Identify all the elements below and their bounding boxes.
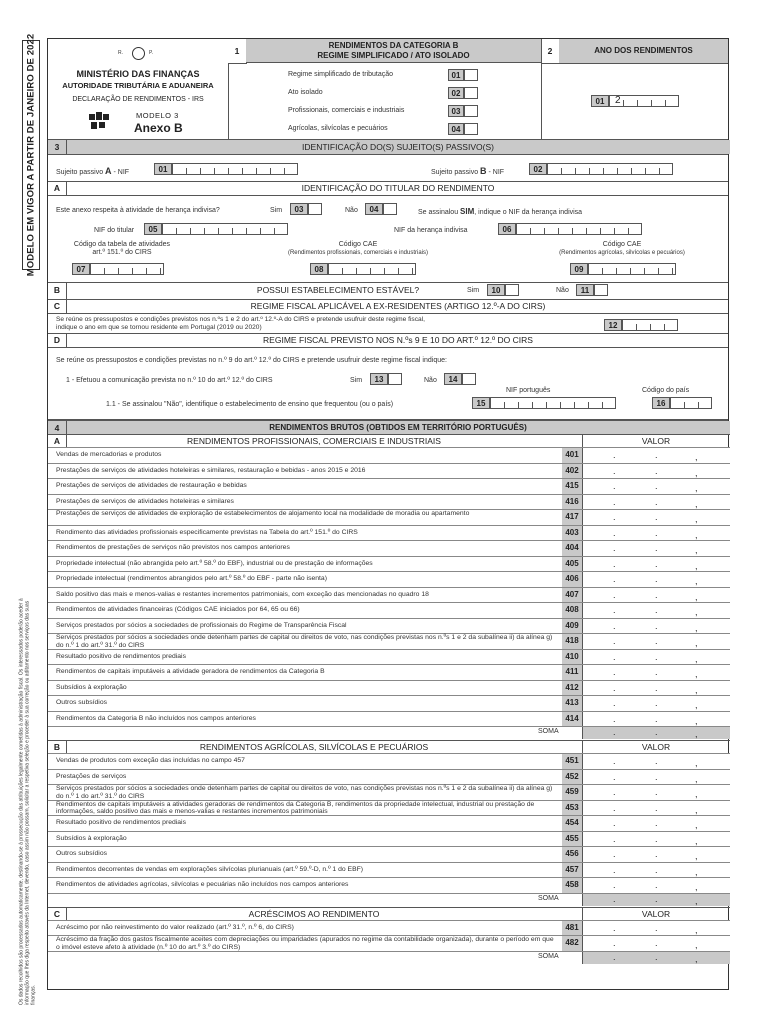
declaration-name: DECLARAÇÃO DE RENDIMENTOS - IRS bbox=[72, 96, 204, 103]
heranca-sim-code: 03 bbox=[290, 203, 308, 215]
table-row-code: 455 bbox=[562, 832, 582, 847]
section-d-letter: D bbox=[53, 335, 61, 345]
subsection-divider bbox=[48, 434, 730, 435]
cae1-code: 08 bbox=[310, 263, 328, 275]
table-row-code: 401 bbox=[562, 448, 582, 463]
annex-name: Anexo B bbox=[134, 121, 183, 135]
comm-nao-code: 14 bbox=[444, 373, 462, 385]
table-row-label: Resultado positivo de rendimentos prediais bbox=[56, 819, 186, 826]
table-row-value-input[interactable]: . . , bbox=[582, 878, 730, 893]
value-header: VALOR bbox=[641, 436, 671, 446]
estab-sim-checkbox[interactable] bbox=[505, 284, 519, 296]
value-header: VALOR bbox=[641, 908, 671, 919]
subject-b-label: Sujeito passivo B - NIF bbox=[431, 166, 505, 176]
table-row-code: 418 bbox=[562, 634, 582, 649]
subsection-title: RENDIMENTOS AGRÍCOLAS, SILVÍCOLAS E PECUÁRIOS bbox=[199, 742, 429, 752]
table-row-label: Rendimentos de atividades financeiras (Códigos CAE iniciados por 64, 65 ou 66) bbox=[56, 606, 300, 613]
table-row-label: Rendimentos decorrentes de vendas em explorações silvícolas plurianuais (art.º 59.º-D, n.º 1 do EBF) bbox=[56, 865, 364, 873]
table-row-code: 413 bbox=[562, 696, 582, 711]
section-a-title: IDENTIFICAÇÃO DO TITULAR DO RENDIMENTO bbox=[301, 183, 495, 193]
irs-annex-b-form bbox=[47, 38, 729, 990]
subsection-title: RENDIMENTOS PROFISSIONAIS, COMERCIAIS E INDUSTRIAIS bbox=[187, 436, 441, 446]
comm-sim-checkbox[interactable] bbox=[388, 373, 402, 385]
table-row-value-input[interactable]: . . , bbox=[582, 801, 730, 816]
table-row-code: 410 bbox=[562, 650, 582, 665]
table-row-label: Subsídios à exploração bbox=[56, 683, 127, 691]
sum-label: SOMA bbox=[538, 728, 559, 735]
regime-option-code: 03 bbox=[448, 105, 464, 117]
ministry-name: MINISTÉRIO DAS FINANÇAS bbox=[76, 69, 200, 79]
regime-option-checkbox[interactable] bbox=[464, 69, 478, 81]
table-row-value-input[interactable]: . . , bbox=[582, 495, 730, 510]
table-row-value-input[interactable]: . . , bbox=[582, 526, 730, 541]
activity-table-label: Código da tabela de atividades art.º 151.º do CIRS bbox=[73, 241, 171, 256]
box2-number: 2 bbox=[541, 39, 560, 64]
estab-sim-label: Sim bbox=[467, 287, 480, 294]
box1-title: RENDIMENTOS DA CATEGORIA B REGIME SIMPLIFICADO / ATO ISOLADO bbox=[246, 39, 541, 63]
table-row-value-input[interactable]: . . , bbox=[582, 572, 730, 587]
table-row-label: Prestações de serviços de atividades hoteleiras e similares bbox=[56, 497, 234, 505]
table-row-label: Outros subsídios bbox=[56, 699, 107, 706]
table-row-label: Rendimento das atividades profissionais especificamente previstas na Tabela do art.º 151.º do CIRS bbox=[56, 528, 358, 536]
country-code: 16 bbox=[652, 397, 670, 409]
at-logo-icon bbox=[88, 111, 110, 131]
nif-heranca-label: NIF da herança indivisa bbox=[394, 227, 468, 234]
table-row-code: 402 bbox=[562, 464, 582, 479]
section4-title: RENDIMENTOS BRUTOS (OBTIDOS EM TERRITÓRIO PORTUGUÊS) bbox=[269, 423, 527, 432]
table-row-value-input[interactable]: . . , bbox=[582, 816, 730, 831]
heranca-sim-label: Sim bbox=[270, 207, 283, 214]
table-row-code: 411 bbox=[562, 665, 582, 680]
table-row-code: 406 bbox=[562, 572, 582, 587]
value-header-divider bbox=[582, 907, 583, 920]
privacy-note: Os dados recolhidos são processados automaticamente, destinando-se à prossecução das atribuições legalmente cometidas à administração fiscal. Os interessados poderão aceder à informação que lhes diga respeito através da Internet, devendo, caso assim não possam, solicitar a respetiva seleção e proceder à sua correção ou aditamento nos serviços das suas finanças. bbox=[18, 598, 38, 1005]
table-row-label: Subsídios à exploração bbox=[56, 834, 127, 842]
nif-titular-input[interactable] bbox=[162, 223, 288, 235]
heranca-question: Este anexo respeita à atividade de herança indivisa? bbox=[56, 207, 220, 214]
school-question: 1.1 - Se assinalou "Não", identifique o estabelecimento de ensino que frequentou (ou o país) bbox=[106, 401, 394, 408]
table-row-value-input[interactable]: . . , bbox=[582, 464, 730, 479]
table-row-value-input[interactable]: . . , bbox=[582, 619, 730, 634]
regime-option-checkbox[interactable] bbox=[464, 105, 478, 117]
table-row-value-input[interactable]: . . , bbox=[582, 479, 730, 494]
table-row-label: Prestações de serviços bbox=[56, 772, 127, 780]
table-row-code: 458 bbox=[562, 878, 582, 893]
table-row-label: Acréscimo da fração dos gastos fiscalmente aceites com depreciações ou imparidades (apurados no regime da contabilidade organizada), durante o período em que o imóvel esteve afeto à atividade (n.º 10 do art.º 3.º do CIRS) bbox=[56, 936, 554, 951]
regime-option-label: Profissionais, comerciais e industriais bbox=[288, 107, 405, 114]
table-row-code: 454 bbox=[562, 816, 582, 831]
republic-emblem-icon bbox=[132, 47, 145, 60]
heranca-nao-checkbox[interactable] bbox=[383, 203, 397, 215]
table-row-code: 408 bbox=[562, 603, 582, 618]
table-row-label: Rendimentos de prestações de serviços não previstos nos campos anteriores bbox=[56, 544, 290, 551]
table-row-value-input[interactable]: . . , bbox=[582, 603, 730, 618]
section-c-letter: C bbox=[53, 301, 61, 311]
section-c-title: REGIME FISCAL APLICÁVEL A EX-RESIDENTES (ARTIGO 12.º-A DO CIRS) bbox=[250, 301, 546, 311]
table-row-code: 481 bbox=[562, 921, 582, 936]
section-b-title: POSSUI ESTABELECIMENTO ESTÁVEL? bbox=[256, 285, 420, 295]
regime-option-label: Agrícolas, silvícolas e pecuários bbox=[288, 125, 388, 132]
country-code-input[interactable] bbox=[670, 397, 712, 409]
table-row-value-input[interactable]: . . , bbox=[582, 770, 730, 785]
table-row-value-input[interactable]: . . , bbox=[582, 847, 730, 862]
model-number: MODELO 3 bbox=[136, 111, 179, 120]
table-row-label: Resultado positivo de rendimentos prediais bbox=[56, 652, 186, 660]
table-row-code: 412 bbox=[562, 681, 582, 696]
table-row-value-input[interactable]: . . , bbox=[582, 634, 730, 649]
heranca-nao-code: 04 bbox=[365, 203, 383, 215]
value-header: VALOR bbox=[641, 742, 671, 752]
box2-title: ANO DOS RENDIMENTOS bbox=[559, 39, 728, 64]
table-row-label: Propriedade intelectual (não abrangida pelo art.º 58.º do EBF), industrial ou de prestação de informações bbox=[56, 559, 373, 567]
section3-number: 3 bbox=[54, 142, 60, 152]
sum-value: . . , bbox=[582, 727, 730, 739]
year-input[interactable]: 2 bbox=[609, 95, 679, 107]
regime-option-label: Ato isolado bbox=[288, 89, 323, 96]
school-nif-input[interactable] bbox=[490, 397, 616, 409]
section-a-letter: A bbox=[53, 183, 61, 193]
table-row-code: 404 bbox=[562, 541, 582, 556]
table-row-label: Propriedade intelectual (rendimentos abrangidos pelo art.º 58.º do EBF - parte não isenta) bbox=[56, 575, 327, 582]
regime-12-text: Se reúne os pressupostos e condições previstas no n.º 9 do art.º 12.º do CIRS e pretende usufruir deste regime fiscal indique: bbox=[56, 357, 447, 364]
estab-nao-code: 11 bbox=[576, 284, 594, 296]
subsection-divider bbox=[48, 740, 730, 741]
table-row-label: Outros subsídios bbox=[56, 850, 107, 857]
regime-option-code: 01 bbox=[448, 69, 464, 81]
table-row-label: Vendas de mercadorias e produtos bbox=[56, 451, 162, 458]
table-row-value-input[interactable]: . . , bbox=[582, 863, 730, 878]
table-row-label: Rendimentos de capitais imputáveis a atividade geradora de rendimentos da Categoria B bbox=[56, 668, 325, 675]
table-row-value-input[interactable]: . . , bbox=[582, 448, 730, 463]
ex-residents-year-input[interactable] bbox=[622, 319, 678, 331]
heranca-instruction: Se assinalou SIM, indique o NIF da herança indivisa bbox=[418, 207, 583, 216]
subject-a-label: Sujeito passivo A - NIF bbox=[56, 166, 130, 176]
table-row-label: Saldo positivo das mais e menos-valias e restantes incrementos patrimoniais, com exceção das mencionadas no quadro 18 bbox=[56, 590, 429, 598]
estab-nao-checkbox[interactable] bbox=[594, 284, 608, 296]
table-row-label: Serviços prestados por sócios a sociedades onde detenham partes de capital ou direitos de voto, nas condições previstas nos n.ºs 1 e 2 da subalínea ii) da alínea g) do n.º 1 do art.º 31.º do CIRS bbox=[56, 785, 553, 800]
ex-residents-code: 12 bbox=[604, 319, 622, 331]
table-row-value-input[interactable]: . . , bbox=[582, 712, 730, 727]
heranca-nao-label: Não bbox=[345, 207, 358, 214]
table-row-code: 453 bbox=[562, 801, 582, 816]
regime-option-code: 04 bbox=[448, 123, 464, 135]
cae1-input[interactable] bbox=[328, 263, 416, 275]
comm-sim-label: Sim bbox=[350, 377, 363, 384]
table-row-code: 407 bbox=[562, 588, 582, 603]
table-row-code: 452 bbox=[562, 770, 582, 785]
ministry-block bbox=[48, 39, 229, 139]
table-row-label: Rendimentos de capitais imputáveis a atividades geradoras de rendimentos da Categoria B, rendimentos da propriedade intelectual, industrial ou prestação de informações, saldo positivo das mais e menos-valias e restantes incrementos patrimoniais bbox=[56, 800, 535, 815]
cae2-label: Código CAE (Rendimentos agrícolas, silvícolas e pecuários) bbox=[559, 241, 685, 256]
table-row-code: 416 bbox=[562, 495, 582, 510]
table-row-label: Serviços prestados por sócios a sociedades onde detenham partes de capital ou direitos de voto, nas condições previstas nos n.ºs 1 e 2 da subalínea ii) da alínea g) do n.º 1 do art.º 31.º do CIRS bbox=[56, 634, 553, 649]
table-row-code: 417 bbox=[562, 510, 582, 525]
subsection-letter: B bbox=[53, 742, 61, 752]
section3-title: IDENTIFICAÇÃO DO(S) SUJEITO(S) PASSIVO(S) bbox=[302, 142, 494, 152]
school-nif-code: 15 bbox=[472, 397, 490, 409]
emblem: R. P. bbox=[118, 46, 158, 60]
subsection-divider bbox=[48, 907, 730, 908]
table-row-code: 405 bbox=[562, 557, 582, 572]
sum-value: . . , bbox=[582, 952, 730, 964]
table-row-code: 409 bbox=[562, 619, 582, 634]
sum-label: SOMA bbox=[538, 952, 559, 960]
regime-option-code: 02 bbox=[448, 87, 464, 99]
sum-label: SOMA bbox=[538, 894, 559, 902]
table-row-label: Acréscimo por não reinvestimento do valor realizado (art.º 31.º, n.º 6, do CIRS) bbox=[56, 923, 294, 931]
section-b-letter: B bbox=[53, 285, 61, 295]
table-row-code: 451 bbox=[562, 754, 582, 769]
table-row-label: Rendimentos de atividades agrícolas, silvícolas e pecuárias não incluídos nos campos anteriores bbox=[56, 881, 349, 888]
table-row-label: Serviços prestados por sócios a sociedades de profissionais do Regime de Transparência Fiscal bbox=[56, 621, 347, 629]
table-row-value-input[interactable]: . . , bbox=[582, 588, 730, 603]
activity-table-code: 07 bbox=[72, 263, 90, 275]
cae1-label: Código CAE (Rendimentos profissionais, comerciais e industriais) bbox=[287, 241, 429, 256]
table-row-value-input[interactable]: . . , bbox=[582, 785, 730, 800]
box1-number: 1 bbox=[228, 39, 247, 64]
subject-a-nif-input[interactable] bbox=[172, 163, 298, 175]
regime-option-checkbox[interactable] bbox=[464, 87, 478, 99]
cae2-input[interactable] bbox=[588, 263, 676, 275]
subsection-title: ACRÉSCIMOS AO RENDIMENTO bbox=[248, 908, 380, 919]
activity-table-input[interactable] bbox=[90, 263, 164, 275]
value-header-divider bbox=[582, 434, 583, 447]
authority-name: AUTORIDADE TRIBUTÁRIA E ADUANEIRA bbox=[62, 81, 214, 90]
comm-nao-checkbox[interactable] bbox=[462, 373, 476, 385]
cae2-code: 09 bbox=[570, 263, 588, 275]
table-row-label: Prestações de serviços de atividades hoteleiras e similares, restauração e bebidas - anos 2015 e 2016 bbox=[56, 466, 366, 474]
table-row-value-input[interactable]: . . , bbox=[582, 696, 730, 711]
regime-option-checkbox[interactable] bbox=[464, 123, 478, 135]
nif-heranca-code: 06 bbox=[498, 223, 516, 235]
value-header-divider bbox=[582, 740, 583, 753]
nif-titular-code: 05 bbox=[144, 223, 162, 235]
table-row-value-input[interactable]: . . , bbox=[582, 921, 730, 936]
subject-b-nif-input[interactable] bbox=[547, 163, 673, 175]
table-row-code: 403 bbox=[562, 526, 582, 541]
heranca-sim-checkbox[interactable] bbox=[308, 203, 322, 215]
nif-titular-label: NIF do titular bbox=[94, 227, 135, 234]
table-row-value-input[interactable]: . . , bbox=[582, 541, 730, 556]
table-row-value-input[interactable]: . . , bbox=[582, 681, 730, 696]
estab-sim-code: 10 bbox=[487, 284, 505, 296]
comm-nao-label: Não bbox=[424, 377, 437, 384]
table-row-label: Vendas de produtos com exceção das incluídas no campo 457 bbox=[56, 757, 245, 764]
nif-pt-label: NIF português bbox=[506, 387, 551, 394]
validity-note: MODELO EM VIGOR A PARTIR DE JANEIRO DE 2022 bbox=[25, 33, 37, 277]
estab-nao-label: Não bbox=[556, 287, 569, 294]
table-row-code: 414 bbox=[562, 712, 582, 727]
table-row-code: 456 bbox=[562, 847, 582, 862]
subject-b-code: 02 bbox=[529, 163, 547, 175]
table-row-label: Prestações de serviços de atividades de exploração de estabelecimentos de alojamento local na modalidade de moradia ou apartamento bbox=[56, 510, 470, 517]
section4-number: 4 bbox=[54, 423, 60, 433]
comm-sim-code: 13 bbox=[370, 373, 388, 385]
table-row-value-input[interactable]: . . , bbox=[582, 557, 730, 572]
table-row-label: Prestações de serviços de atividades de restauração e bebidas bbox=[56, 482, 247, 489]
subsection-letter: A bbox=[53, 436, 61, 446]
table-row-value-input[interactable]: . . , bbox=[582, 936, 730, 951]
table-row-code: 457 bbox=[562, 863, 582, 878]
subject-a-code: 01 bbox=[154, 163, 172, 175]
nif-heranca-input[interactable] bbox=[516, 223, 642, 235]
table-row-value-input[interactable]: . . , bbox=[582, 665, 730, 680]
subsection-letter: C bbox=[53, 908, 61, 919]
year-code: 01 bbox=[591, 95, 609, 107]
table-row-label: Rendimentos da Categoria B não incluídos nos campos anteriores bbox=[56, 714, 256, 722]
table-row-code: 415 bbox=[562, 479, 582, 494]
regime-option-label: Regime simplificado de tributação bbox=[288, 71, 394, 78]
table-row-value-input[interactable]: . . , bbox=[582, 510, 730, 525]
table-row-value-input[interactable]: . . , bbox=[582, 650, 730, 665]
table-row-value-input[interactable]: . . , bbox=[582, 754, 730, 769]
country-code-label: Código do país bbox=[642, 387, 690, 394]
table-row-code: 482 bbox=[562, 936, 582, 951]
table-row-value-input[interactable]: . . , bbox=[582, 832, 730, 847]
table-row-code: 459 bbox=[562, 785, 582, 800]
sum-value: . . , bbox=[582, 894, 730, 906]
communication-question: 1 - Efetuou a comunicação prevista no n.º 10 do art.º 12.º do CIRS bbox=[66, 377, 273, 384]
ex-residents-text: Se reúne os pressupostos e condições previstos nos n.ºs 1 e 2 do art.º 12.º-A do CIRS e pretende usufruir deste regime fiscal, indique o ano em que se tornou residente em Portugal (2019 ou 2020) bbox=[56, 316, 425, 331]
section-d-title: REGIME FISCAL PREVISTO NOS N.ºs 9 E 10 DO ART.º 12.º DO CIRS bbox=[263, 335, 533, 345]
